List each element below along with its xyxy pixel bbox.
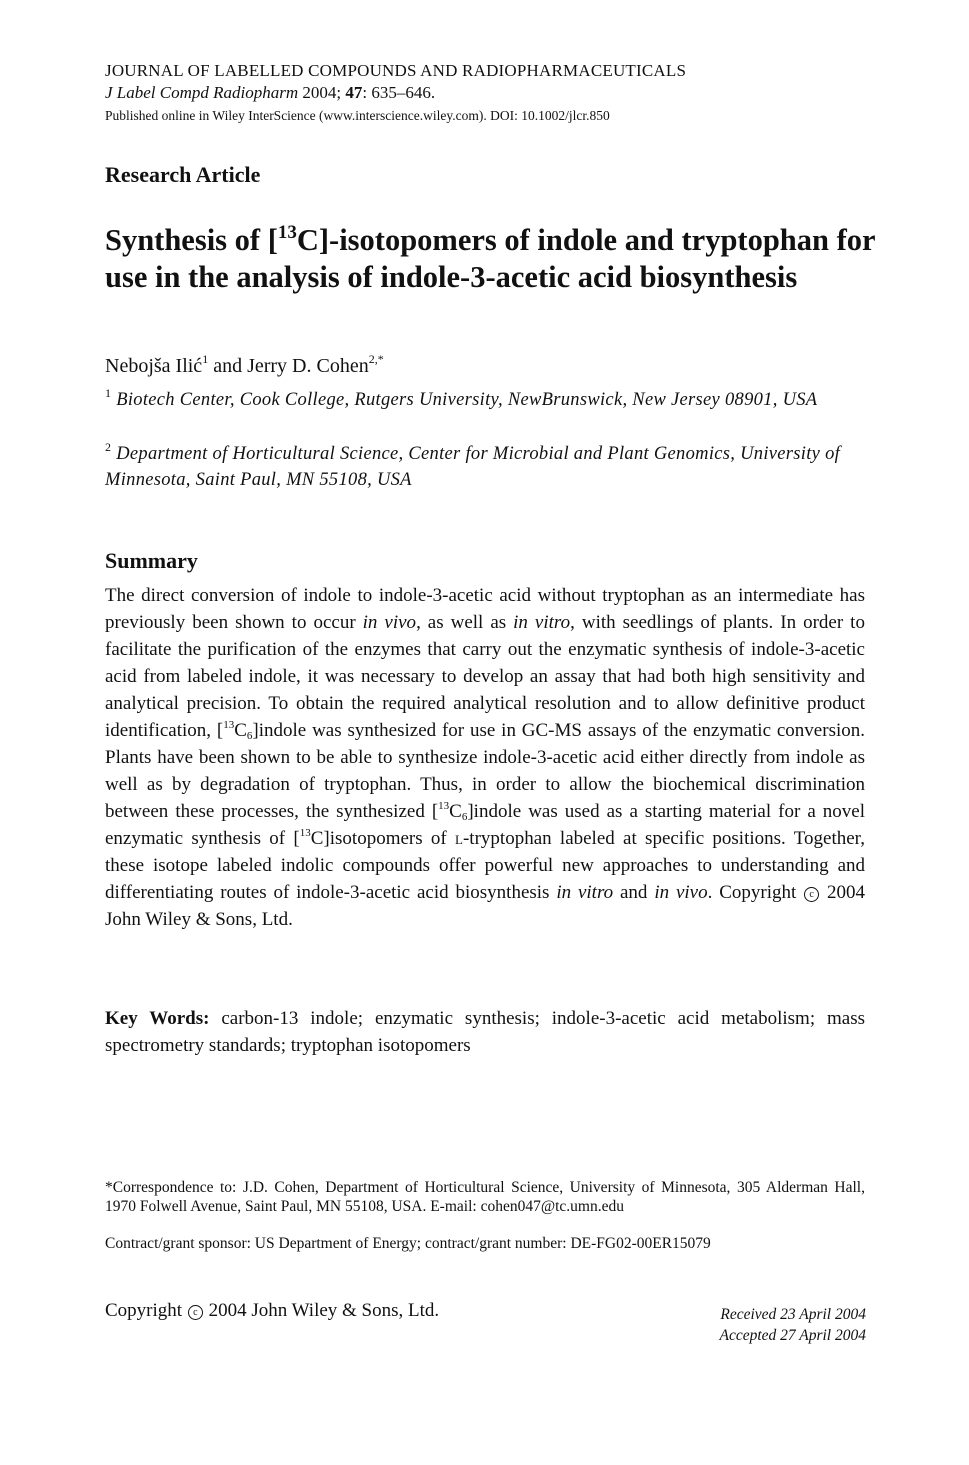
- citation-volume: 47: [345, 83, 363, 102]
- title-part-2: C]-isotopomers of indole and tryptophan for use in the analysis of indole-3-acetic acid biosynthesis: [105, 223, 875, 294]
- summary-seg-1: The direct conversion of indole to indole-3-acetic acid without tryptophan as an intermediate has previously been shown to occur: [105, 585, 865, 633]
- author-cohen: Jerry D. Cohen: [247, 355, 369, 377]
- corresponding-mark: *: [377, 352, 384, 366]
- author-conjunction: and: [208, 355, 248, 377]
- copyright-icon: c: [804, 887, 819, 902]
- footer-copyright-rest: 2004 John Wiley & Sons, Ltd.: [203, 1300, 440, 1321]
- summary-in-vitro: in vitro: [513, 612, 571, 633]
- summary-in-vivo: in vivo: [654, 882, 708, 903]
- article-type: Research Article: [105, 162, 261, 187]
- citation-line: [105, 83, 435, 103]
- carbon-count-sub: 6: [461, 811, 468, 823]
- author-cohen-affil-mark: [369, 352, 384, 366]
- summary-text: [105, 582, 865, 933]
- keywords: [105, 1005, 865, 1059]
- carbon-letter: C: [234, 720, 247, 741]
- summary-seg-7: -tryptophan labeled at specific positions. Together, these isotope labeled indolic compounds offer powerful new approaches to understanding and differentiating routes of indole-3-acetic acid biosynthesis: [105, 828, 865, 903]
- affiliation-2-mark: 2: [105, 440, 112, 454]
- article-dates: [719, 1304, 866, 1346]
- footer-copyright: [105, 1300, 439, 1322]
- affiliation-2: [105, 441, 865, 493]
- summary-in-vitro: in vitro: [556, 882, 614, 903]
- isotope-mass-sup: 13: [223, 719, 235, 731]
- journal-name: JOURNAL OF LABELLED COMPOUNDS AND RADIOPHARMACEUTICALS: [105, 61, 687, 80]
- summary-seg-10: 2004 John Wiley & Sons, Ltd.: [105, 882, 866, 930]
- keywords-text: carbon-13 indole; enzymatic synthesis; indole-3-acetic acid metabolism; mass spectrometry standards; tryptophan isotopomers: [105, 1008, 865, 1056]
- citation-year: 2004;: [302, 83, 342, 102]
- carbon-count-sub: 6: [246, 730, 253, 742]
- title-part-1: Synthesis of [: [105, 223, 278, 257]
- affiliation-2-text: Department of Horticultural Science, Center for Microbial and Plant Genomics, University of Minnesota, Saint Paul, MN 55108, USA: [105, 444, 841, 490]
- affiliation-1-mark: 1: [105, 386, 112, 400]
- isotope-mass-sup: 13: [438, 800, 450, 812]
- summary-heading: Summary: [105, 548, 198, 573]
- keywords-label: Key Words:: [105, 1008, 210, 1029]
- isotope-mass-sup: 13: [299, 827, 311, 839]
- author-ilic: Nebojša Ilić: [105, 355, 203, 377]
- affiliation-1-text: Biotech Center, Cook College, Rutgers University, NewBrunswick, New Jersey 08901, USA: [116, 390, 818, 410]
- carbon-letter: C: [449, 801, 462, 822]
- contract-note: Contract/grant sponsor: US Department of Energy; contract/grant number: DE-FG02-00ER15079: [105, 1235, 711, 1252]
- summary-in-vivo: in vivo: [362, 612, 417, 633]
- citation-pages: : 635–646.: [362, 83, 436, 102]
- footer-copyright-prefix: Copyright: [105, 1300, 187, 1321]
- summary-seg-2: , as well as: [416, 612, 514, 633]
- paper-title: [105, 222, 875, 296]
- summary-seg-5: ]indole was used as a starting material for a novel enzymatic synthesis of [: [105, 801, 865, 849]
- summary-seg-9: . Copyright: [707, 882, 804, 903]
- l-isomer-prefix: l: [455, 828, 463, 849]
- copyright-icon: c: [188, 1305, 203, 1320]
- summary-seg-3: , with seedlings of plants. In order to facilitate the purification of the enzymes that carry out the enzymatic synthesis of indole-3-acetic acid from labeled indole, it was necessary to develop an assay that had both high sensitivity and analytical precision. To obtain the required analytical resolution and to allow definitive product identification, [: [105, 612, 865, 741]
- affiliation-1: [105, 387, 865, 413]
- accepted-date: Accepted 27 April 2004: [719, 1327, 866, 1344]
- affil-mark-2: 2,: [368, 352, 378, 366]
- publication-info: Published online in Wiley InterScience (www.interscience.wiley.com). DOI: 10.1002/jlcr.850: [105, 108, 610, 123]
- summary-seg-6: C]isotopomers of: [310, 828, 456, 849]
- journal-abbrev: J Label Compd Radiopharm: [105, 83, 299, 102]
- correspondence-note: *Correspondence to: J.D. Cohen, Department of Horticultural Science, University of Minnesota, 305 Alderman Hall, 1970 Folwell Avenue, Saint Paul, MN 55108, USA. E-mail: cohen047@tc.umn.edu: [105, 1179, 865, 1215]
- title-isotope-mass: 13: [277, 222, 297, 243]
- summary-seg-4: ]indole was synthesized for use in GC-MS assays of the enzymatic conversion. Plants have been shown to be able to synthesize indole-3-acetic acid either directly from indole as well as by degradation of tryptophan. Thus, in order to allow the biochemical discrimination between these processes, the synthesized [: [105, 720, 865, 822]
- summary-seg-8: and: [613, 882, 655, 903]
- author-ilic-affil-mark: 1: [202, 352, 209, 366]
- author-list: [105, 352, 384, 378]
- received-date: Received 23 April 2004: [720, 1306, 866, 1323]
